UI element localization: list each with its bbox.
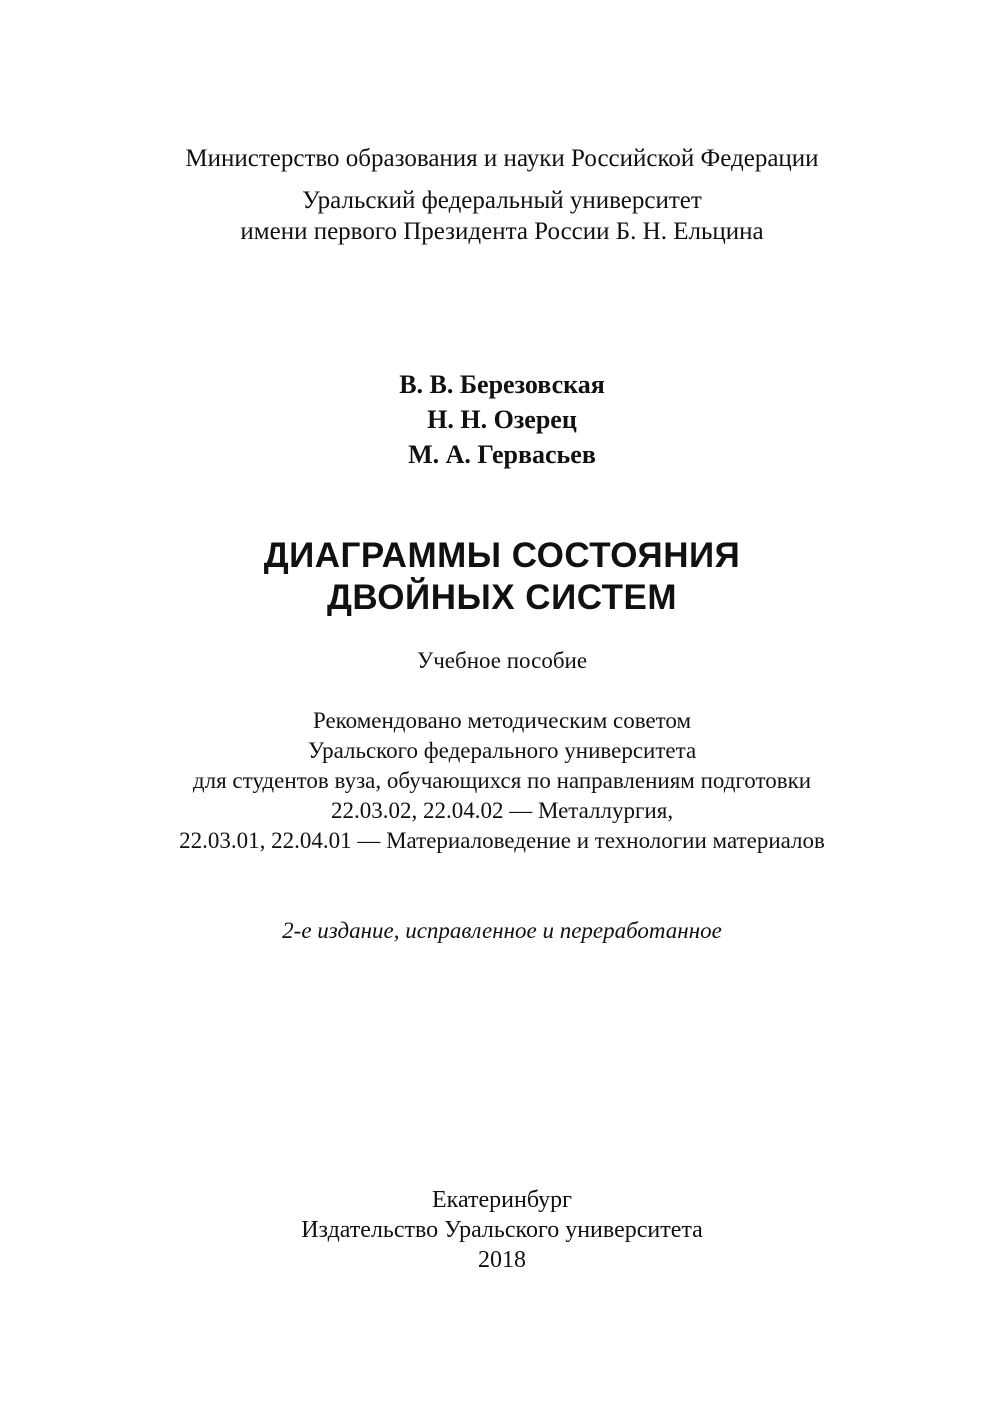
recommendation-line: Рекомендовано методическим советом xyxy=(312,708,692,733)
imprint-year: 2018 xyxy=(478,1247,526,1273)
book-type: Учебное пособие xyxy=(416,648,588,673)
recommendation-line: 22.03.02, 22.04.02 — Металлургия, xyxy=(330,798,674,823)
recommendation-line: Уральского федерального университета xyxy=(307,738,697,763)
imprint-publisher: Издательство Уральского университета xyxy=(301,1217,703,1243)
university-name-line2: имени первого Президента России Б. Н. Ельцина xyxy=(240,218,764,245)
book-title-line1: ДИАГРАММЫ СОСТОЯНИЯ xyxy=(263,536,741,575)
author-2: Н. Н. Озерец xyxy=(427,405,577,434)
recommendation-line: для студентов вуза, обучающихся по направлениям подготовки xyxy=(192,768,812,793)
imprint-city: Екатеринбург xyxy=(432,1187,572,1213)
recommendation-line: 22.03.01, 22.04.01 — Материаловедение и технологии материалов xyxy=(179,828,825,853)
author-1: В. В. Березовская xyxy=(399,370,605,399)
edition-note: 2-е издание, исправленное и переработанное xyxy=(282,918,722,943)
university-name-line1: Уральский федеральный университет xyxy=(302,187,702,214)
ministry-name: Министерство образования и науки Российской Федерации xyxy=(185,145,819,172)
author-3: М. А. Гервасьев xyxy=(408,440,596,469)
book-title-line2: ДВОЙНЫХ СИСТЕМ xyxy=(326,578,678,617)
